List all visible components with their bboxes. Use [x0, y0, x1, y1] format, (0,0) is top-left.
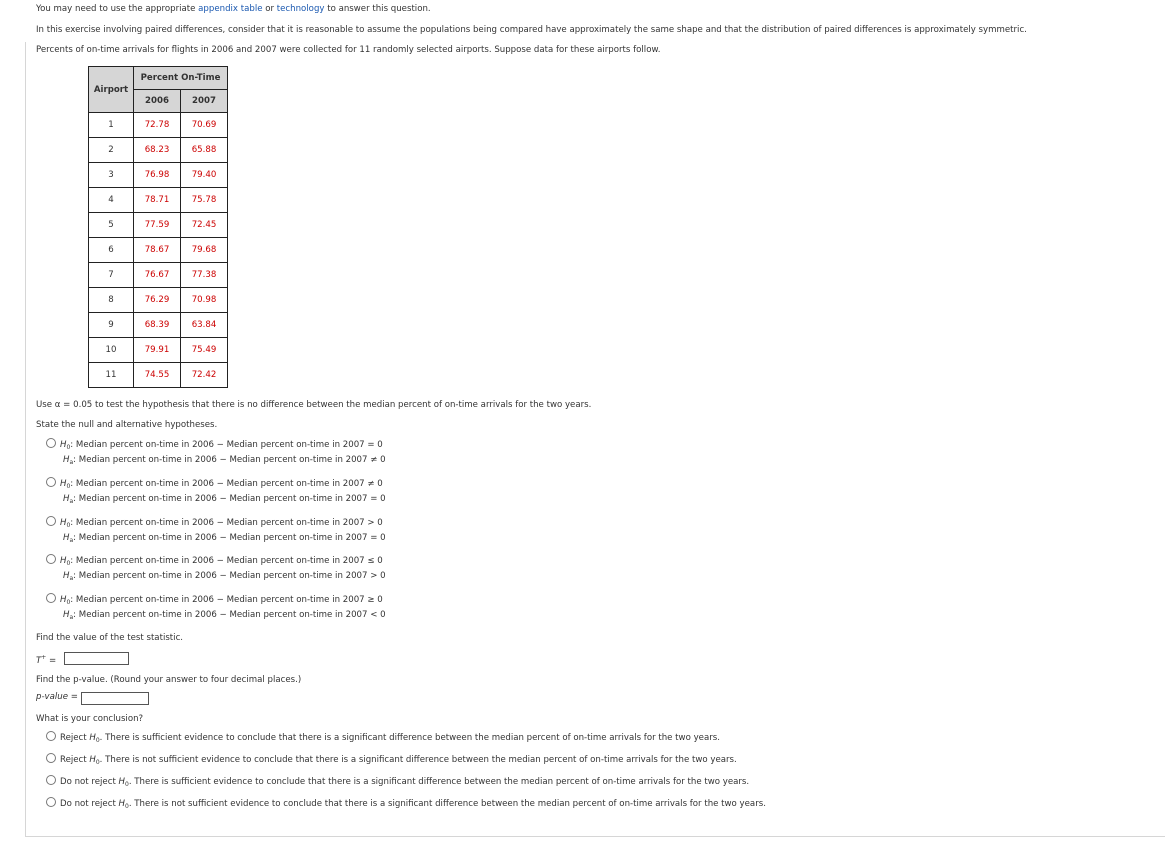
- intro-line-3: Percents of on-time arrivals for flights in 2006 and 2007 were collected for 11 randomly selected airports. Suppose data for these airports follow.: [36, 45, 661, 55]
- null-hypothesis-text: : Median percent on-time in 2006 − Median percent on-time in 2007 = 0: [70, 440, 383, 450]
- value-2006-cell: 72.78: [134, 113, 181, 138]
- hypotheses-prompt: State the null and alternative hypotheses.: [36, 420, 218, 430]
- alternative-hypothesis-line: [63, 494, 386, 507]
- alternative-hypothesis-text: : Median percent on-time in 2006 − Median percent on-time in 2007 > 0: [73, 571, 386, 581]
- table-row: [89, 338, 228, 363]
- h-symbol: H: [60, 479, 67, 489]
- h0-subscript: 0: [125, 803, 129, 810]
- alternative-hypothesis-line: [63, 533, 386, 546]
- value-2006-cell: 79.91: [134, 338, 181, 363]
- test-stat-superscript: +: [41, 654, 47, 661]
- alternative-hypothesis-line: [63, 455, 386, 468]
- technology-link[interactable]: technology: [276, 4, 325, 14]
- airport-cell: 6: [89, 238, 134, 263]
- ha-subscript: a: [69, 537, 74, 544]
- conclusion-action: Reject: [60, 755, 90, 765]
- value-2007-cell: 77.38: [181, 263, 228, 288]
- value-2007-cell: 65.88: [181, 138, 228, 163]
- radio-button[interactable]: [46, 593, 56, 603]
- table-row: [89, 213, 228, 238]
- radio-button[interactable]: [46, 438, 56, 448]
- table-row: [89, 238, 228, 263]
- conclusion-action: Reject: [60, 733, 90, 743]
- airport-cell: 9: [89, 313, 134, 338]
- appendix-table-link[interactable]: appendix table: [198, 4, 263, 14]
- h0-subscript: 0: [66, 444, 71, 451]
- intro-line-2: In this exercise involving paired differences, consider that it is reasonable to assume the populations being compared have approximately the same shape and that the distribution of paired differences is approximately symmetric.: [36, 25, 1027, 35]
- frame-left-border: [25, 42, 26, 836]
- pvalue-prompt: Find the p-value. (Round your answer to four decimal places.): [36, 675, 302, 685]
- value-2007-cell: 70.98: [181, 288, 228, 313]
- h0-subscript: 0: [95, 759, 100, 766]
- h-symbol: H: [60, 440, 67, 450]
- on-time-data-table: [88, 66, 228, 388]
- hypothesis-option-4[interactable]: [46, 554, 383, 569]
- alternative-hypothesis-text: : Median percent on-time in 2006 − Median percent on-time in 2007 ≠ 0: [73, 455, 386, 465]
- radio-button[interactable]: [46, 516, 56, 526]
- header-2006: 2006: [134, 90, 181, 113]
- h0-subscript: 0: [66, 599, 71, 606]
- conclusion-option-4[interactable]: [46, 797, 766, 812]
- value-2007-cell: 75.49: [181, 338, 228, 363]
- table-row: [89, 263, 228, 288]
- value-2006-cell: 78.71: [134, 188, 181, 213]
- h-symbol: H: [89, 733, 96, 743]
- radio-button[interactable]: [46, 554, 56, 564]
- intro-text: You may need to use the appropriate: [36, 4, 199, 14]
- table-row: [89, 363, 228, 388]
- value-2006-cell: 77.59: [134, 213, 181, 238]
- airport-cell: 1: [89, 113, 134, 138]
- question-alpha-text: Use α = 0.05 to test the hypothesis that there is no difference between the median percent of on-time arrivals for the two years.: [36, 400, 592, 410]
- h0-subscript: 0: [125, 781, 129, 788]
- header-airport: Airport: [89, 67, 134, 113]
- conclusion-action: Do not reject: [60, 777, 119, 787]
- intro-text: to answer this question.: [324, 4, 431, 14]
- test-stat-label: [36, 652, 56, 667]
- alternative-hypothesis-text: : Median percent on-time in 2006 − Median percent on-time in 2007 < 0: [73, 610, 386, 620]
- pvalue-label: p-value =: [36, 692, 78, 702]
- null-hypothesis-text: : Median percent on-time in 2006 − Median percent on-time in 2007 ≠ 0: [70, 479, 383, 489]
- conclusion-action: Do not reject: [60, 799, 119, 809]
- conclusion-text: . There is not sufficient evidence to conclude that there is a significant difference between the median percent of on-time arrivals for the two years.: [128, 799, 766, 809]
- h-symbol: H: [89, 755, 96, 765]
- conclusion-option-3[interactable]: [46, 775, 749, 790]
- value-2007-cell: 79.68: [181, 238, 228, 263]
- h0-subscript: 0: [95, 737, 100, 744]
- table-row: [89, 163, 228, 188]
- value-2007-cell: 72.42: [181, 363, 228, 388]
- table-row: [89, 288, 228, 313]
- airport-cell: 2: [89, 138, 134, 163]
- airport-cell: 11: [89, 363, 134, 388]
- ha-subscript: a: [69, 498, 74, 505]
- value-2007-cell: 75.78: [181, 188, 228, 213]
- table-row: [89, 138, 228, 163]
- null-hypothesis-text: : Median percent on-time in 2006 − Median percent on-time in 2007 ≥ 0: [70, 595, 383, 605]
- null-hypothesis-text: : Median percent on-time in 2006 − Median percent on-time in 2007 > 0: [70, 518, 383, 528]
- value-2006-cell: 78.67: [134, 238, 181, 263]
- value-2007-cell: 72.45: [181, 213, 228, 238]
- value-2006-cell: 74.55: [134, 363, 181, 388]
- alternative-hypothesis-line: [63, 571, 386, 584]
- value-2006-cell: 76.67: [134, 263, 181, 288]
- h-symbol: H: [60, 595, 67, 605]
- radio-button[interactable]: [46, 731, 56, 741]
- hypothesis-option-1[interactable]: [46, 438, 383, 453]
- airport-cell: 5: [89, 213, 134, 238]
- h-symbol: H: [63, 533, 70, 543]
- value-2006-cell: 68.23: [134, 138, 181, 163]
- h-symbol: H: [63, 610, 70, 620]
- table-row: [89, 113, 228, 138]
- value-2006-cell: 76.29: [134, 288, 181, 313]
- airport-cell: 3: [89, 163, 134, 188]
- value-2007-cell: 63.84: [181, 313, 228, 338]
- alternative-hypothesis-line: [63, 610, 386, 623]
- intro-text: or: [262, 4, 277, 14]
- airport-cell: 4: [89, 188, 134, 213]
- intro-line-1: [36, 4, 431, 15]
- header-percent-on-time: Percent On-Time: [134, 67, 228, 90]
- h-symbol: H: [63, 571, 70, 581]
- h-symbol: H: [118, 777, 126, 787]
- hypothesis-option-3[interactable]: [46, 516, 383, 531]
- airport-cell: 10: [89, 338, 134, 363]
- ha-subscript: a: [69, 459, 74, 466]
- test-statistic-input[interactable]: [64, 652, 129, 665]
- conclusion-text: . There is sufficient evidence to conclude that there is a significant difference between the median percent of on-time arrivals for the two years.: [99, 733, 720, 743]
- test-stat-equals: =: [46, 656, 57, 666]
- airport-cell: 8: [89, 288, 134, 313]
- conclusion-text: . There is not sufficient evidence to conclude that there is a significant difference between the median percent of on-time arrivals for the two years.: [99, 755, 737, 765]
- conclusion-option-2[interactable]: [46, 753, 737, 768]
- test-stat-symbol: T: [36, 656, 42, 666]
- h0-subscript: 0: [66, 560, 71, 567]
- h0-subscript: 0: [66, 483, 71, 490]
- h-symbol: H: [118, 799, 126, 809]
- header-2007: 2007: [181, 90, 228, 113]
- radio-button[interactable]: [46, 797, 56, 807]
- null-hypothesis-text: : Median percent on-time in 2006 − Median percent on-time in 2007 ≤ 0: [70, 556, 383, 566]
- radio-button[interactable]: [46, 753, 56, 763]
- value-2006-cell: 68.39: [134, 313, 181, 338]
- alternative-hypothesis-text: : Median percent on-time in 2006 − Median percent on-time in 2007 = 0: [73, 494, 386, 504]
- h-symbol: H: [60, 518, 67, 528]
- value-2007-cell: 79.40: [181, 163, 228, 188]
- table-row: [89, 313, 228, 338]
- ha-subscript: a: [69, 575, 74, 582]
- conclusion-option-1[interactable]: [46, 731, 720, 746]
- conclusion-prompt: What is your conclusion?: [36, 714, 144, 724]
- table-row: [89, 188, 228, 213]
- ha-subscript: a: [69, 614, 74, 621]
- airport-cell: 7: [89, 263, 134, 288]
- pvalue-input[interactable]: [81, 692, 149, 705]
- h-symbol: H: [63, 455, 70, 465]
- conclusion-text: . There is sufficient evidence to conclude that there is a significant difference between the median percent of on-time arrivals for the two years.: [128, 777, 750, 787]
- hypothesis-option-2[interactable]: [46, 477, 383, 492]
- radio-button[interactable]: [46, 477, 56, 487]
- radio-button[interactable]: [46, 775, 56, 785]
- h-symbol: H: [63, 494, 70, 504]
- value-2007-cell: 70.69: [181, 113, 228, 138]
- value-2006-cell: 76.98: [134, 163, 181, 188]
- h-symbol: H: [60, 556, 67, 566]
- alternative-hypothesis-text: : Median percent on-time in 2006 − Median percent on-time in 2007 = 0: [73, 533, 386, 543]
- hypothesis-option-5[interactable]: [46, 593, 383, 608]
- frame-bottom-border: [25, 836, 1165, 837]
- test-stat-prompt: Find the value of the test statistic.: [36, 633, 184, 643]
- h0-subscript: 0: [66, 522, 71, 529]
